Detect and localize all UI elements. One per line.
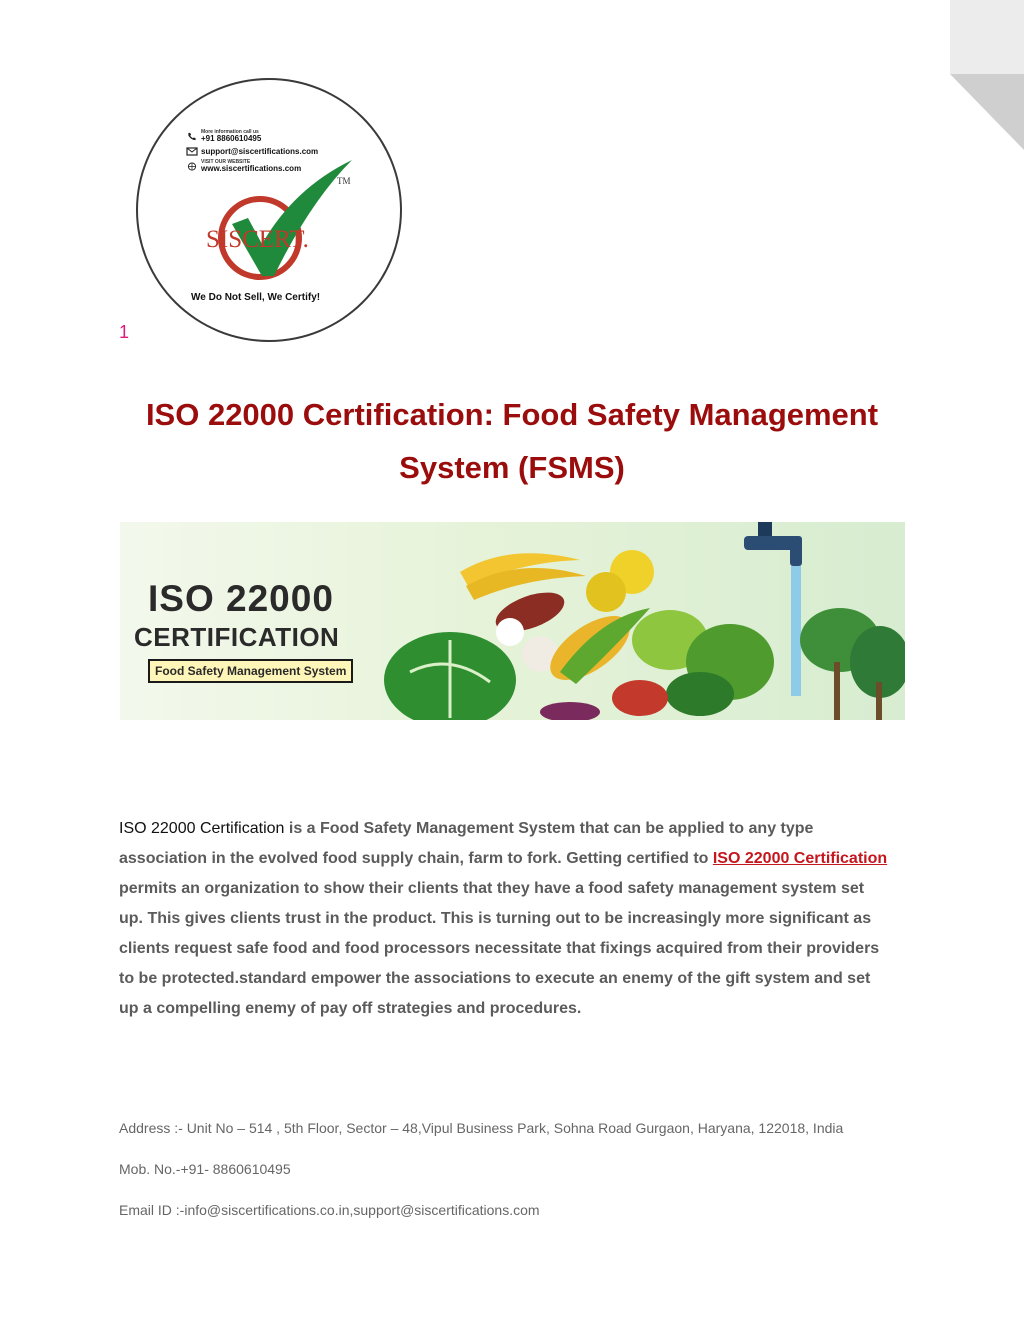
logo-brand: SISCERT. <box>206 226 309 253</box>
page-corner-fold <box>864 0 1024 150</box>
logo-tagline: We Do Not Sell, We Certify! <box>191 292 321 303</box>
siscert-logo <box>136 78 402 342</box>
contact-email: Email ID :-info@siscertifications.co.in,support@siscertifications.com <box>119 1202 540 1218</box>
logo-phone: +91 8860610495 <box>201 134 262 143</box>
intro-text-part1: is a Food Safety Management System that can be applied to any type association in the evolved food supply chain, farm to fork. Getting certified to <box>119 820 814 867</box>
phone-icon <box>186 132 198 141</box>
intro-paragraph <box>119 814 889 1024</box>
logo-email-line <box>186 147 318 156</box>
contact-address: Address :- Unit No – 514 , 5th Floor, Sector – 48,Vipul Business Park, Sohna Road Gurgaon, Haryana, 122018, India <box>119 1120 844 1136</box>
banner-title-line2: CERTIFICATION <box>134 622 340 652</box>
banner-title-line1: ISO 22000 <box>148 578 334 619</box>
page-title: ISO 22000 Certification: Food Safety Management System (FSMS) <box>145 397 879 485</box>
logo-web-label: VISIT OUR WEBSITE <box>201 159 251 165</box>
intro-lead-term: ISO 22000 Certification <box>119 820 285 837</box>
logo-email: support@siscertifications.com <box>201 146 319 156</box>
logo-website: www.siscertifications.com <box>201 164 302 173</box>
iso-banner-image <box>120 522 905 720</box>
vegetables-illustration <box>370 522 905 720</box>
checkmark-icon <box>214 158 354 288</box>
mail-icon <box>186 147 198 156</box>
globe-icon <box>186 162 198 171</box>
logo-phone-line <box>186 130 318 143</box>
iso-22000-certification-link[interactable]: ISO 22000 Certification <box>712 850 888 867</box>
footnote-marker: 1 <box>119 322 130 342</box>
logo-trademark: TM <box>337 176 351 186</box>
contact-mobile: Mob. No.-+91- 8860610495 <box>119 1161 291 1177</box>
logo-call-label: More information call us <box>201 129 259 135</box>
intro-text-part2: permits an organization to show their clients that they have a food safety management system set up. This gives clients trust in the product. This is turning out to be increasingly more significant as clients request safe food and food processors necessitate that fixings acquired from their providers to be protected.standard empower the associations to execute an enemy of the gift system and set up a compelling enemy of pay off strategies and procedures. <box>119 880 880 1017</box>
banner-tagline: Food Safety Management System <box>148 659 353 683</box>
